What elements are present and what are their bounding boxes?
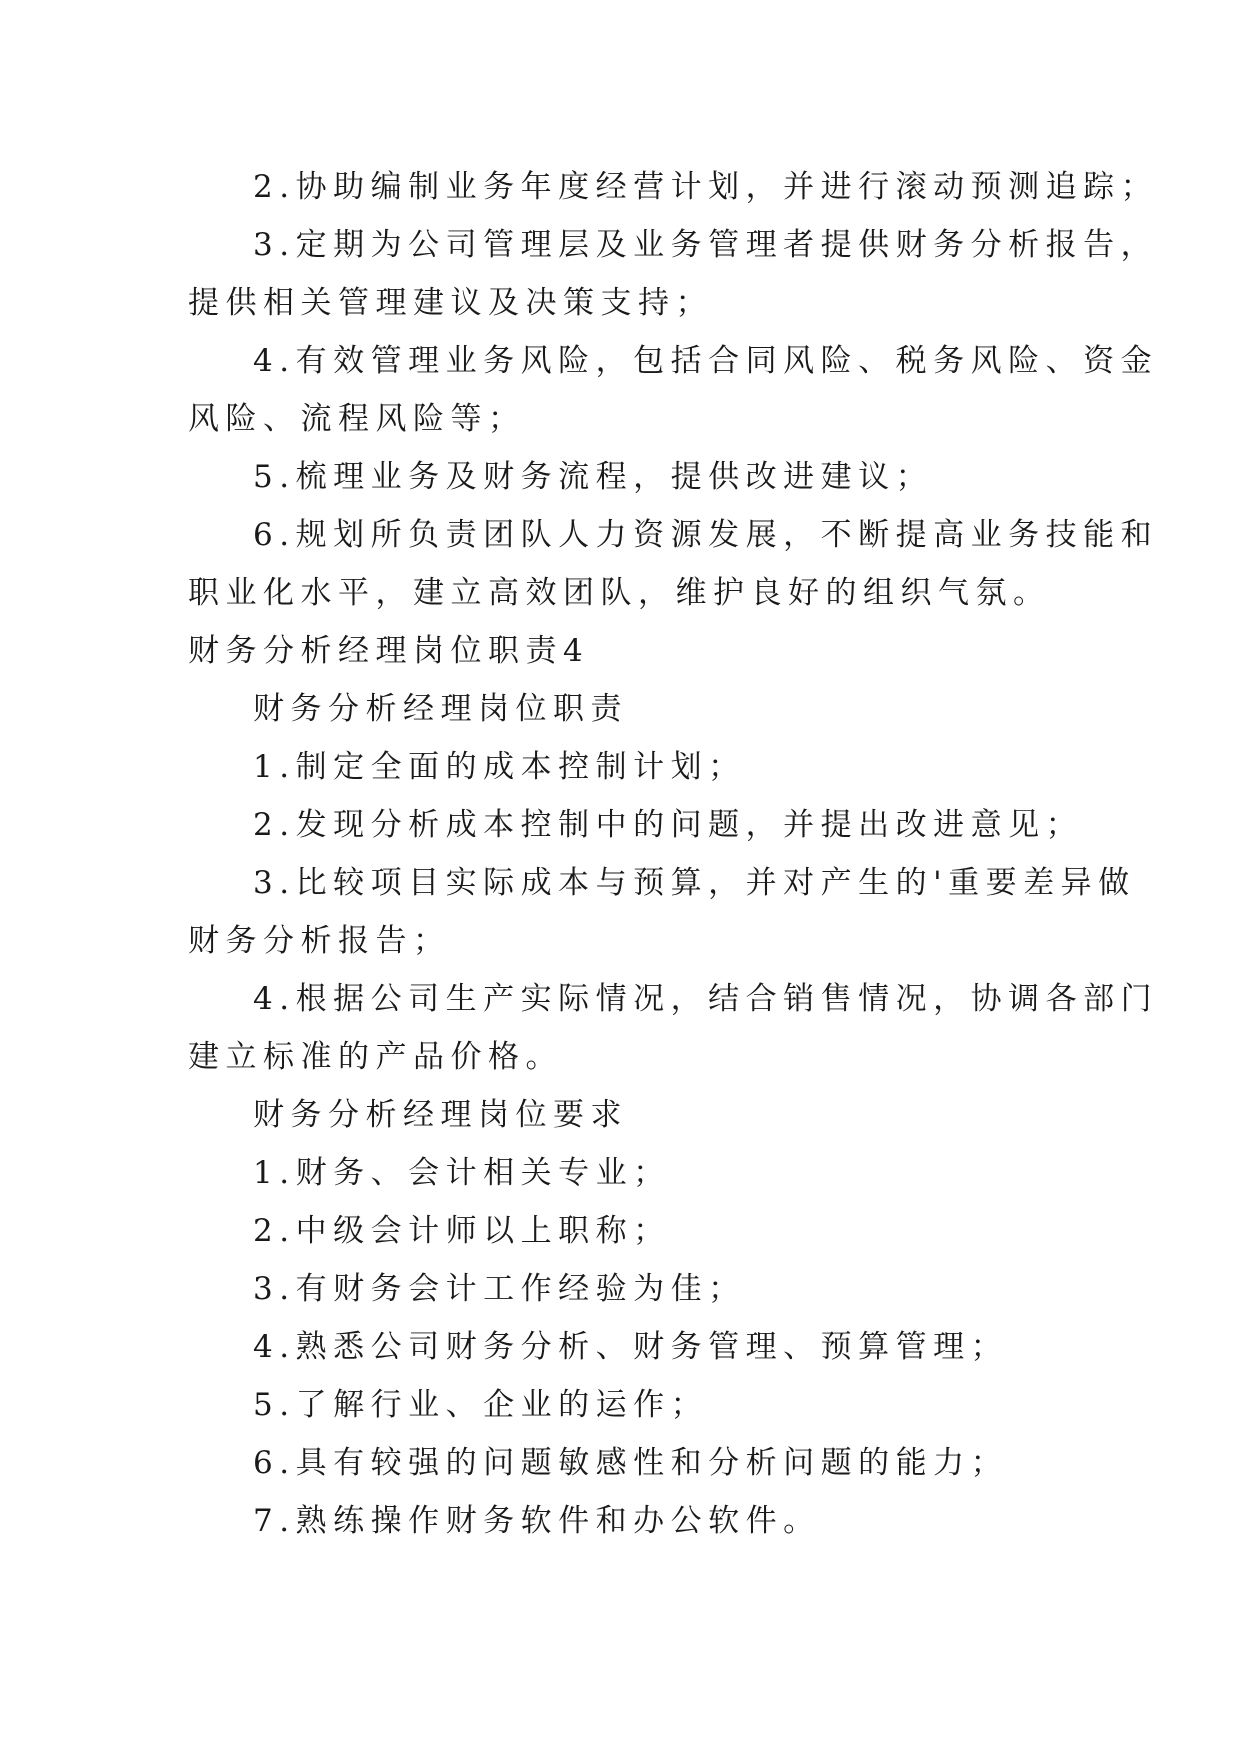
paragraph-line: 5.了解行业、企业的运作； (253, 1387, 709, 1423)
paragraph-line: 2.发现分析成本控制中的问题，并提出改进意见； (253, 807, 1084, 843)
paragraph-line: 3.比较项目实际成本与预算，并对产生的'重要差异做 (253, 865, 1136, 901)
paragraph-line: 建立标准的产品价格。 (188, 1039, 563, 1075)
paragraph-line: 2.协助编制业务年度经营计划，并进行滚动预测追踪； (253, 169, 1159, 205)
paragraph-line: 5.梳理业务及财务流程，提供改进建议； (253, 459, 934, 495)
paragraph-line: 财务分析报告； (188, 923, 451, 959)
paragraph-line: 4.熟悉公司财务分析、财务管理、预算管理； (253, 1329, 1009, 1365)
paragraph-line: 1.制定全面的成本控制计划； (253, 749, 746, 785)
subsection-heading: 财务分析经理岗位要求 (253, 1097, 628, 1133)
paragraph-line: 职业化水平，建立高效团队，维护良好的组织气氛。 (188, 575, 1051, 611)
paragraph-line: 4.根据公司生产实际情况，结合销售情况，协调各部门 (253, 981, 1159, 1017)
paragraph-line: 6.规划所负责团队人力资源发展，不断提高业务技能和 (253, 517, 1159, 553)
paragraph-line: 风险、流程风险等； (188, 401, 526, 437)
paragraph-line: 2.中级会计师以上职称； (253, 1213, 671, 1249)
paragraph-line: 4.有效管理业务风险，包括合同风险、税务风险、资金 (253, 343, 1159, 379)
paragraph-line: 6.具有较强的问题敏感性和分析问题的能力； (253, 1445, 1009, 1481)
paragraph-line: 提供相关管理建议及决策支持； (188, 285, 713, 321)
subsection-heading: 财务分析经理岗位职责 (253, 691, 628, 727)
document-body (188, 158, 1159, 1550)
paragraph-line: 3.有财务会计工作经验为佳； (253, 1271, 746, 1307)
paragraph-line: 3.定期为公司管理层及业务管理者提供财务分析报告， (253, 227, 1159, 263)
paragraph-line: 1.财务、会计相关专业； (253, 1155, 671, 1191)
paragraph-line: 7.熟练操作财务软件和办公软件。 (253, 1503, 821, 1539)
section-heading: 财务分析经理岗位职责4 (188, 633, 590, 669)
